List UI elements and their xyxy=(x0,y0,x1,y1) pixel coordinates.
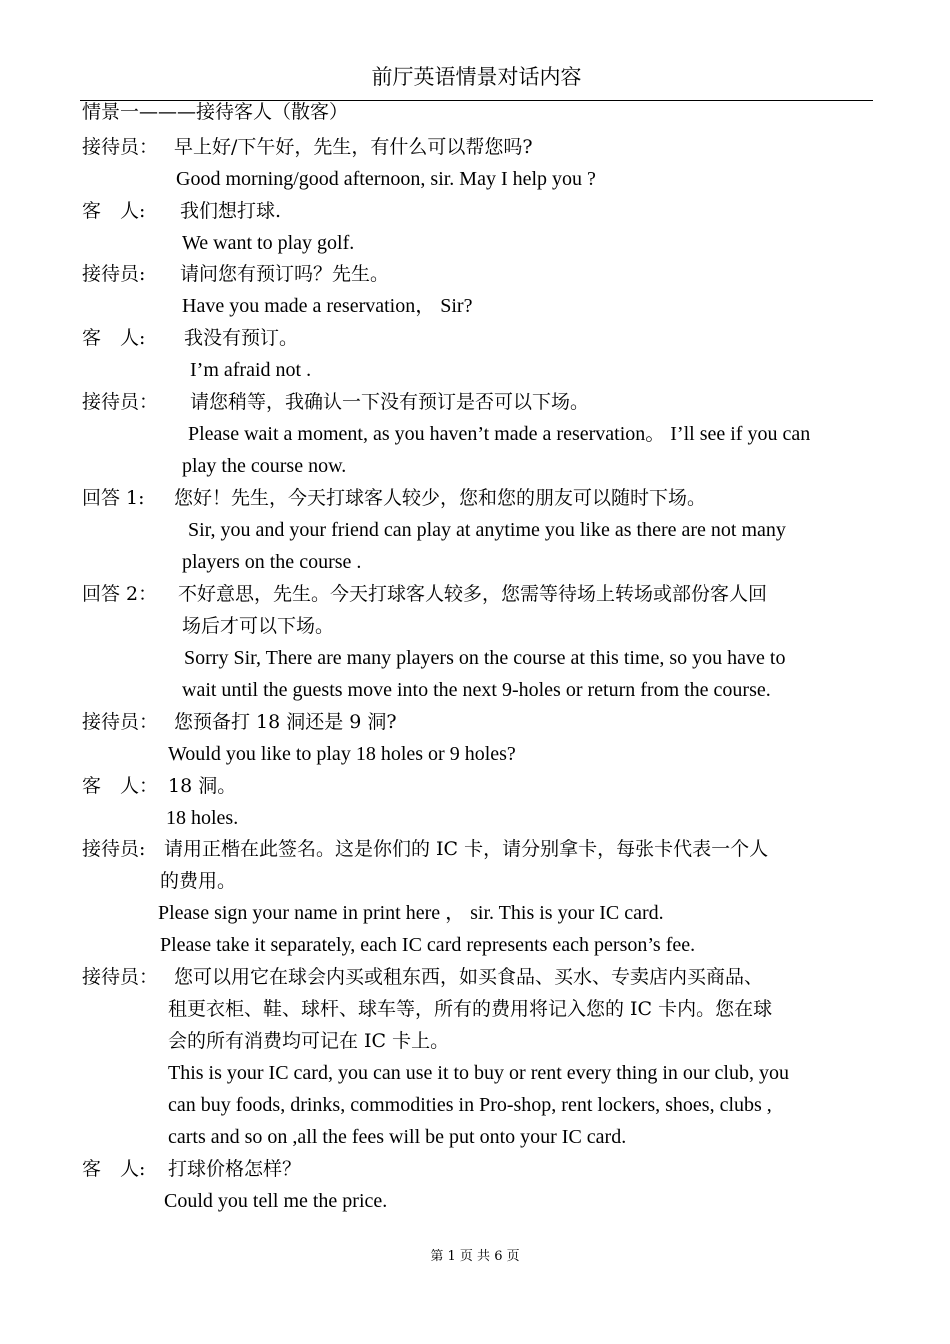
dialogue-line-zh: 的费用。 xyxy=(160,870,237,892)
dialogue-line-zh: 场后才可以下场。 xyxy=(182,615,335,637)
scene-title: 情景一———接待客人（散客） xyxy=(82,101,349,123)
speaker-label: 接待员： xyxy=(82,966,159,988)
dialogue-line-zh: 您可以用它在球会内买或租东西，如买食品、买水、专卖店内买商品、 xyxy=(174,966,764,988)
speaker-label: 客 人: xyxy=(82,327,146,349)
speaker-label: 回答 2： xyxy=(82,583,158,605)
speaker-label: 客 人: xyxy=(82,1158,146,1180)
dialogue-line-en: carts and so on ,all the fees will be put onto your IC card. xyxy=(168,1126,627,1148)
dialogue-line-zh: 您预备打 18 洞还是 9 洞? xyxy=(174,711,397,733)
dialogue-line-zh: 18 洞。 xyxy=(168,775,237,797)
dialogue-line-en: Please sign your name in print here ， sir. This is your IC card. xyxy=(158,902,664,924)
speaker-label: 接待员： xyxy=(82,391,159,413)
speaker-label: 客 人： xyxy=(82,775,159,797)
dialogue-line-en: This is your IC card, you can use it to buy or rent every thing in our club, you xyxy=(168,1062,789,1084)
dialogue-line-en: Please take it separately, each IC card represents each person’s fee. xyxy=(160,934,696,956)
dialogue-line-en: 18 holes. xyxy=(166,807,239,829)
dialogue-line-en: Have you made a reservation， Sir? xyxy=(182,295,473,317)
dialogue-line-en: Could you tell me the price. xyxy=(164,1190,388,1212)
dialogue-line-en: Would you like to play 18 holes or 9 holes? xyxy=(168,743,516,765)
speaker-label: 接待员： xyxy=(82,136,159,158)
speaker-label: 接待员： xyxy=(82,711,159,733)
dialogue-line-en: Sir, you and your friend can play at anytime you like as there are not many xyxy=(188,519,786,541)
dialogue-line-en: Good morning/good afternoon, sir. May I help you ? xyxy=(176,168,596,190)
dialogue-line-zh: 会的所有消费均可记在 IC 卡上。 xyxy=(168,1030,450,1052)
dialogue-line-en: Please wait a moment, as you haven’t made a reservation。 I’ll see if you can xyxy=(188,423,811,445)
dialogue-line-en: I’m afraid not . xyxy=(190,359,312,381)
dialogue-line-en: can buy foods, drinks, commodities in Pro-shop, rent lockers, shoes, clubs , xyxy=(168,1094,772,1116)
dialogue-line-zh: 我没有预订。 xyxy=(184,327,299,349)
dialogue-line-zh: 早上好/下午好，先生，有什么可以帮您吗? xyxy=(174,136,533,158)
page-title: 前厅英语情景对话内容 xyxy=(371,65,582,89)
dialogue-line-en: Sorry Sir, There are many players on the course at this time, so you have to xyxy=(184,647,786,669)
dialogue-line-zh: 不好意思，先生。今天打球客人较多，您需等待场上转场或部份客人回 xyxy=(178,583,768,605)
dialogue-line-zh: 我们想打球. xyxy=(180,200,282,222)
dialogue-line-en: play the course now. xyxy=(182,455,347,477)
speaker-label: 回答 1: xyxy=(82,487,145,509)
dialogue-line-zh: 请用正楷在此签名。这是你们的 IC 卡，请分别拿卡，每张卡代表一个人 xyxy=(164,838,769,860)
speaker-label: 接待员: xyxy=(82,838,146,860)
dialogue-line-zh: 租更衣柜、鞋、球杆、球车等，所有的费用将记入您的 IC 卡内。您在球 xyxy=(168,998,773,1020)
dialogue-line-zh: 请问您有预订吗？先生。 xyxy=(180,263,390,285)
page-number: 第 1 页 共 6 页 xyxy=(430,1249,520,1264)
speaker-label: 接待员: xyxy=(82,263,146,285)
dialogue-line-zh: 您好！先生，今天打球客人较少，您和您的朋友可以随时下场。 xyxy=(174,487,707,509)
dialogue-line-en: We want to play golf. xyxy=(182,232,355,254)
dialogue-line-en: players on the course . xyxy=(182,551,362,573)
speaker-label: 客 人: xyxy=(82,200,146,222)
dialogue-line-zh: 请您稍等，我确认一下没有预订是否可以下场。 xyxy=(190,391,590,413)
dialogue-line-zh: 打球价格怎样？ xyxy=(168,1158,302,1180)
dialogue-line-en: wait until the guests move into the next 9-holes or return from the course. xyxy=(182,679,771,701)
